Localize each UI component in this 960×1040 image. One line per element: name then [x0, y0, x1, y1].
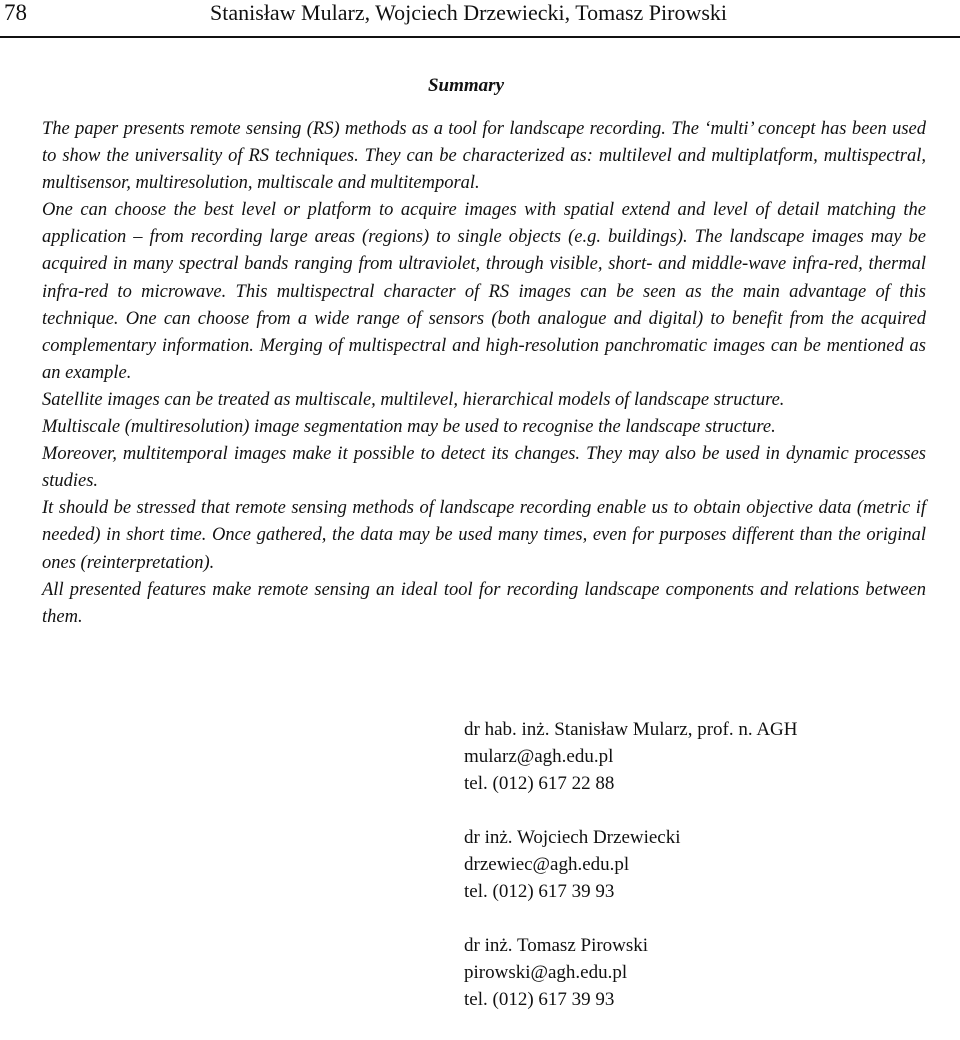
summary-paragraph: All presented features make remote sensing an ideal tool for recording landscape components and relations between them.: [42, 579, 926, 627]
running-head: [0, 0, 960, 38]
author-name: dr hab. inż. Stanisław Mularz, prof. n. AGH: [464, 719, 798, 740]
author-email[interactable]: mularz@agh.edu.pl: [464, 746, 614, 767]
author-email[interactable]: drzewiec@agh.edu.pl: [464, 854, 630, 875]
summary-body: [42, 116, 926, 631]
summary-paragraph: The paper presents remote sensing (RS) methods as a tool for landscape recording. The ‘multi’ concept has been used to show the universality of RS techniques. They can be characterized as: multilevel and multiplatform, multispectral, multisensor, multiresolution, multiscale and multitemporal.: [42, 119, 926, 194]
author-contact: [464, 716, 924, 797]
author-contact: [464, 824, 924, 905]
author-phone: tel. (012) 617 39 93: [464, 989, 615, 1010]
running-head-authors: Stanisław Mularz, Wojciech Drzewiecki, Tomasz Pirowski: [210, 0, 728, 25]
summary-paragraph: Multiscale (multiresolution) image segmentation may be used to recognise the landscape structure.: [42, 417, 776, 438]
author-name: dr inż. Tomasz Pirowski: [464, 935, 649, 956]
summary-title: Summary: [427, 75, 505, 96]
author-phone: tel. (012) 617 39 93: [464, 881, 615, 902]
summary-paragraph: One can choose the best level or platform to acquire images with spatial extend and level of detail matching the application – from recording large areas (regions) to single objects (e.g. buildings). The landscape images may be acquired in many spectral bands ranging from ultraviolet, through visible, short- and middle-wave infra-red, thermal infra-red to microwave. This multispectral character of RS images can be seen as the main advantage of this technique. One can choose from a wide range of sensors (both analogue and digital) to benefit from the acquired complementary information. Merging of multispectral and high-resolution panchromatic images can be mentioned as an example.: [42, 200, 926, 383]
summary-paragraph: Satellite images can be treated as multiscale, multilevel, hierarchical models of landscape structure.: [42, 389, 785, 410]
author-name: dr inż. Wojciech Drzewiecki: [464, 827, 681, 848]
author-contacts: [464, 716, 924, 1040]
summary-paragraph: Moreover, multitemporal images make it possible to detect its changes. They may also be used in dynamic processes studies.: [42, 444, 926, 492]
author-phone: tel. (012) 617 22 88: [464, 773, 615, 794]
author-contact: [464, 932, 924, 1013]
summary-paragraph: It should be stressed that remote sensing methods of landscape recording enable us to obtain objective data (metric if needed) in short time. Once gathered, the data may be used many times, even for purposes different than the original ones (reinterpretation).: [42, 498, 926, 573]
page-number: 78: [4, 0, 27, 25]
author-email[interactable]: pirowski@agh.edu.pl: [464, 962, 628, 983]
